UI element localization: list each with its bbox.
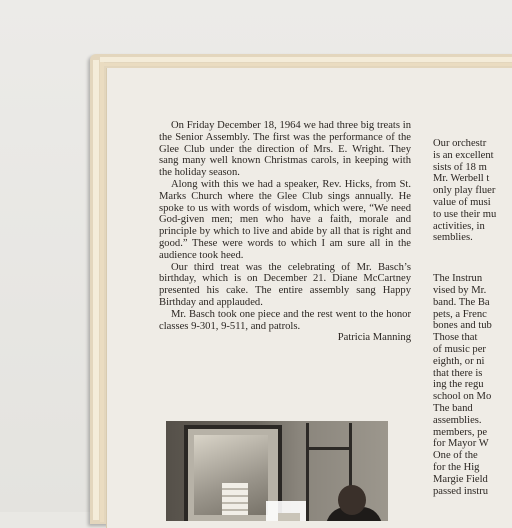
paragraph-4: Mr. Basch took one piece and the rest went to the honor classes 9-301, 9-511, and patrols.	[159, 308, 411, 332]
right-line: value of musi	[433, 196, 491, 208]
right-line: Mr. Werbell t	[433, 173, 490, 185]
page-edge-top-inner	[104, 63, 512, 66]
right-line: of music per	[433, 343, 486, 355]
right-line: bones and tub	[433, 320, 492, 332]
author-signature: Patricia Manning	[337, 332, 411, 344]
paragraph-3: Our third treat was the celebrating of Mr. Basch’s birthday, which is on December 21. Diane McCartney presented his cake. The entire assembly sang Happy Birthday and applauded.	[159, 261, 411, 308]
right-line: The band	[433, 402, 473, 414]
right-line: semblies.	[433, 232, 473, 244]
article-left-column	[159, 120, 411, 344]
paragraph-1: On Friday December 18, 1964 we had three big treats in the Senior Assembly. The first was the performance of the Glee Club under the direction of Mrs. E. Wright. They sang many well known Christmas carols, in keeping with the holiday season.	[159, 120, 411, 179]
page-edge-left-inner	[100, 62, 104, 522]
right-line: that there is	[433, 367, 483, 379]
right-line: pets, a Frenc	[433, 308, 487, 320]
paragraph-gap	[433, 244, 512, 273]
article-right-column	[433, 138, 512, 497]
right-line: for Mayor W	[433, 438, 489, 450]
right-line: eighth, or ni	[433, 355, 485, 367]
right-line: members, pe	[433, 426, 488, 438]
right-line: passed instru	[433, 485, 489, 497]
photograph-image	[166, 421, 388, 521]
right-line: band. The Ba	[433, 296, 490, 308]
right-line: for the Hig	[433, 461, 480, 473]
right-line: Our orchestr	[433, 138, 487, 149]
right-line: Margie Field	[433, 473, 488, 485]
photo-music-stand-bar	[306, 447, 352, 450]
right-line: only play fluer	[433, 185, 496, 197]
right-line: ing the regu	[433, 379, 484, 391]
right-line: activities, in	[433, 220, 485, 232]
right-line: assemblies.	[433, 414, 482, 426]
page-edge-top	[100, 57, 512, 62]
photo-cards	[222, 483, 248, 515]
right-line: The Instrun	[433, 273, 483, 285]
photo-highlight-shadow	[278, 513, 300, 521]
page-edge-left	[93, 60, 99, 520]
photo-person-head	[338, 485, 366, 515]
right-line: school on Mo	[433, 391, 492, 403]
right-line: sists of 18 m	[433, 161, 487, 173]
right-line: Those that	[433, 332, 478, 344]
right-line: One of the	[433, 450, 478, 462]
paragraph-2: Along with this we had a speaker, Rev. Hicks, from St. Marks Church where the Glee Club sings annually. He spoke to us with words of wisdom, which were, “We need God-given men; men who have a faith, morale and principle by which to live and abide by all that is right and good.” These were words to which I am sure all in the audience took heed.	[159, 178, 411, 261]
right-line: is an excellent	[433, 149, 494, 161]
right-line: to use their mu	[433, 208, 497, 220]
right-line: vised by Mr.	[433, 284, 487, 296]
